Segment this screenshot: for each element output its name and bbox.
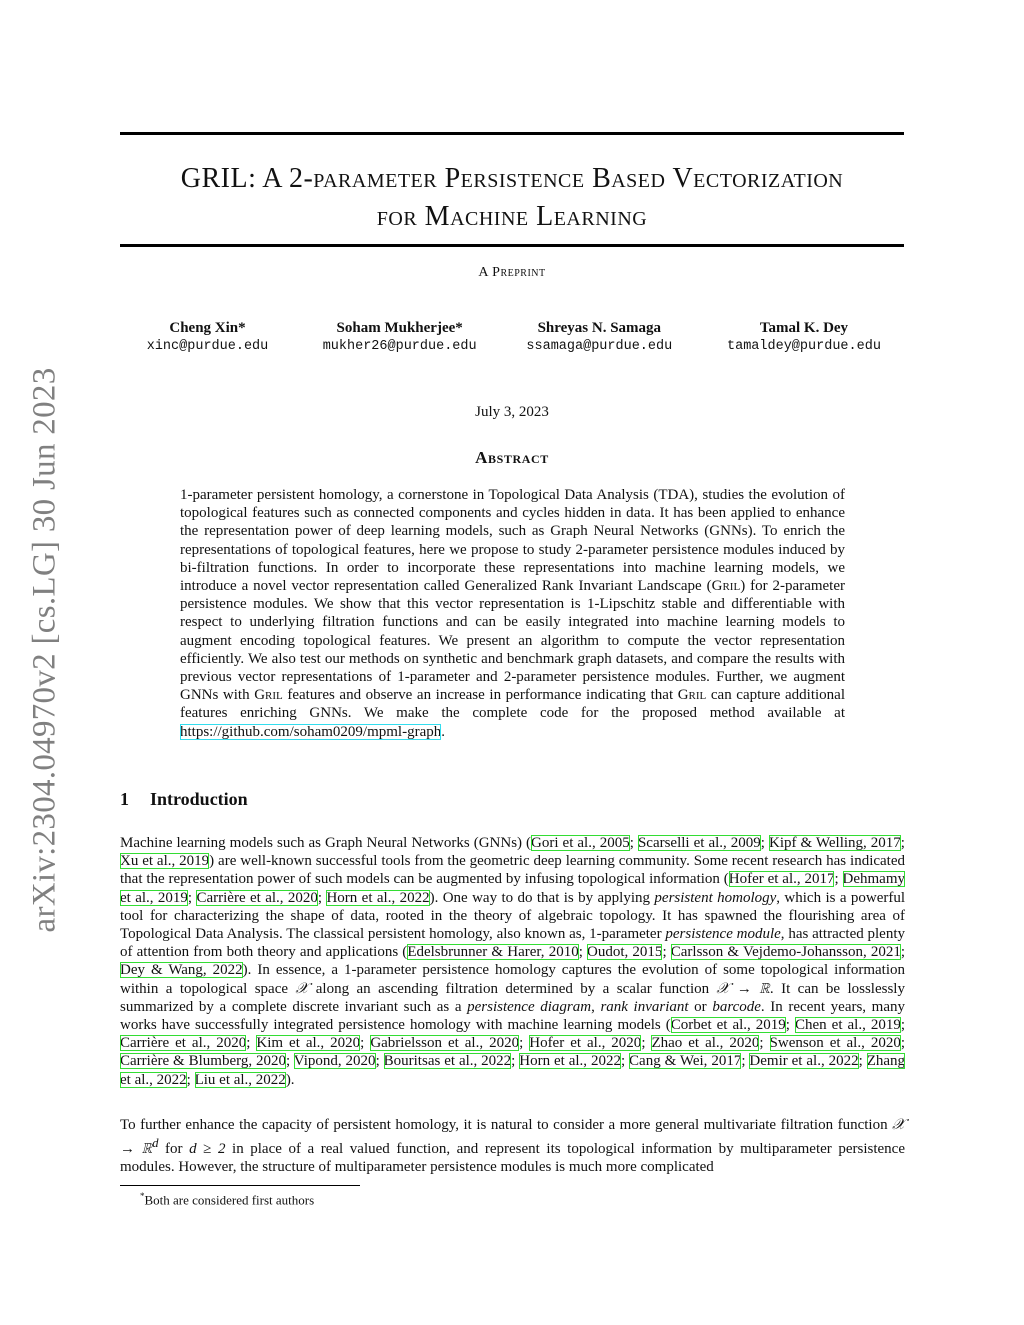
footnote-rule: [120, 1185, 360, 1186]
author-email[interactable]: tamaldey@purdue.edu: [727, 339, 881, 354]
text: ;: [285, 1053, 294, 1070]
citation-link[interactable]: Carrière et al., 2020: [196, 889, 318, 906]
paper-title: [120, 160, 904, 236]
citation-link[interactable]: Carlsson & Vejdemo-Johansson, 2021: [670, 944, 901, 961]
text: ;: [760, 835, 769, 851]
title-rule-bottom: [120, 244, 904, 247]
text: ;: [900, 835, 905, 851]
citation-link[interactable]: Zhao et al., 2020: [651, 1035, 760, 1052]
abstract-body: [180, 486, 845, 741]
emphasis: rank invariant: [600, 998, 689, 1015]
author-email[interactable]: xinc@purdue.edu: [146, 339, 269, 354]
intro-paragraph-1: [120, 834, 905, 1089]
math-expression: 𝒳 → ℝ: [716, 980, 770, 997]
text: ;: [317, 889, 327, 906]
author-email[interactable]: mukher26@purdue.edu: [322, 339, 477, 354]
title-line-2: for Machine Learning: [376, 201, 648, 232]
citation-link[interactable]: Demir et al., 2022: [749, 1053, 859, 1070]
text: ;: [641, 1035, 652, 1052]
citation-link[interactable]: Oudot, 2015: [587, 944, 663, 961]
text: , which is a powerful tool for characterizing the shape of data, rooted in the theory of algebraic topology. It has spawned the flourishing area of Topological Data Analysis. The classical persistent homology, also known as, 1-parameter: [120, 889, 906, 943]
arxiv-identifier-text: arXiv:2304.04970v2 [cs.LG] 30 Jun 2023: [26, 367, 63, 933]
text: for: [158, 1141, 190, 1158]
title-rule-top: [120, 132, 904, 135]
text: in place of a real valued function, and represent its topological information by multiparameter persistence modules. However, the structure of multiparameter persistence modules is much more complicated: [120, 1141, 905, 1176]
math-superscript: d: [152, 1136, 159, 1151]
citation-link[interactable]: Gabrielsson et al., 2020: [370, 1035, 520, 1052]
citation-link[interactable]: Zhang et al., 2022: [120, 1053, 906, 1088]
citation-link[interactable]: Swenson et al., 2020: [769, 1035, 901, 1052]
arxiv-identifier: [0, 335, 90, 965]
citation-link[interactable]: Scarselli et al., 2009: [637, 835, 761, 851]
citation-link[interactable]: Corbet et al., 2019: [670, 1017, 786, 1034]
citation-link[interactable]: Carrière & Blumberg, 2020: [120, 1053, 286, 1070]
emphasis: persistence diagram: [467, 998, 592, 1015]
citation-link[interactable]: Dey & Wang, 2022: [120, 962, 243, 979]
abstract-text: .: [441, 723, 445, 740]
citation-link[interactable]: Liu et al., 2022: [194, 1071, 286, 1088]
math-expression: d ≥ 2: [189, 1141, 226, 1158]
text: ;: [187, 889, 197, 906]
section-number: 1: [120, 789, 129, 809]
text: ;: [834, 871, 843, 888]
citation-link[interactable]: Kipf & Welling, 2017: [768, 835, 901, 851]
author: [504, 319, 694, 357]
math-expression: 𝒳 → ℝ: [120, 1117, 905, 1158]
abstract-heading: Abstract: [475, 448, 549, 467]
citation-link[interactable]: Carrière et al., 2020: [120, 1035, 247, 1052]
text: or: [688, 998, 713, 1015]
text: ;: [246, 1035, 257, 1052]
text: . It can be losslessly summarized by a complete discrete invariant such as a: [120, 980, 905, 1015]
title-line-1: GRIL: A 2-parameter Persistence Based Vectorization: [180, 163, 844, 194]
text: ;: [662, 944, 671, 961]
citation-link[interactable]: Cang & Wei, 2017: [629, 1053, 742, 1070]
text: ;: [375, 1053, 384, 1070]
text: ;: [629, 835, 638, 851]
text: ;: [785, 1017, 795, 1034]
citation-link[interactable]: Hofer et al., 2017: [728, 871, 835, 888]
text: ;: [900, 1017, 905, 1034]
text: ). In essence, a 1-parameter persistence homology captures the evolution of some topological information within a topological space: [120, 962, 905, 997]
text: Machine learning models such as Graph Neural Networks (GNNs) (: [120, 835, 532, 851]
author-name: Cheng Xin*: [169, 320, 246, 336]
citation-link[interactable]: Chen et al., 2019: [794, 1017, 901, 1034]
author: [305, 319, 495, 357]
section-heading: [120, 789, 904, 810]
text: ;: [900, 944, 906, 961]
citation-link[interactable]: Bouritsas et al., 2022: [383, 1053, 512, 1070]
text: ;: [900, 1035, 905, 1052]
text: ) are well-known successful tools from the geometric deep learning community. Some recent research has indicated that the representation power of such models can be augmented by infusing topological information (: [120, 853, 906, 888]
citation-link[interactable]: Gori et al., 2005: [531, 835, 630, 851]
math-expression: 𝒳: [295, 980, 309, 997]
gril-name: Gril: [254, 687, 283, 704]
emphasis: persistent homology: [654, 889, 777, 906]
text: , has attracted plenty of attention from both theory and applications (: [120, 926, 905, 961]
abstract-text: ) for 2-parameter persistence modules. We show that this vector representation is 1-Lipschitz stable and differentiable with respect to underlying filtration functions and can be easily integrated into machine learning models to augment encoding topological features. We present an algorithm to compute the vector representation efficiently. We also test our methods on synthetic and benchmark graph datasets, and compare the results with previous vector representations of 1-parameter and 2-parameter persistence modules. Further, we augment GNNs with: [180, 578, 845, 704]
footnote-text: Both are considered first authors: [144, 1192, 315, 1208]
gril-name: Gril: [711, 578, 741, 595]
abstract-text: features and observe an increase in performance indicating that: [282, 687, 678, 704]
author-name: Shreyas N. Samaga: [537, 320, 662, 336]
citation-link[interactable]: Horn et al., 2022: [326, 889, 430, 906]
author-name: Soham Mukherjee*: [336, 320, 463, 336]
text: ).: [285, 1071, 295, 1088]
text: ;: [360, 1035, 371, 1052]
text: ;: [620, 1053, 630, 1070]
text: ;: [511, 1053, 520, 1070]
text: ,: [591, 998, 601, 1015]
code-repository-link[interactable]: https://github.com/soham0209/mpml-graph: [180, 723, 442, 740]
publication-date: July 3, 2023: [475, 404, 549, 420]
text: along an ascending filtration determined by a scalar function: [308, 980, 717, 997]
text: ;: [186, 1071, 195, 1088]
citation-link[interactable]: Dehmamy et al., 2019: [120, 871, 905, 906]
text: ). One way to do that is by applying: [429, 889, 655, 906]
citation-link[interactable]: Vipond, 2020: [293, 1053, 376, 1070]
citation-link[interactable]: Horn et al., 2022: [519, 1053, 621, 1070]
intro-paragraph-2: [120, 1116, 905, 1177]
abstract-text: 1-parameter persistent homology, a cornerstone in Topological Data Analysis (TDA), studies the evolution of topological features such as connected components and cycles hidden in data. It has been applied to enhance the representation power of deep learning models, such as Graph Neural Networks (GNNs). To enrich the representations of topological features, here we propose to study 2-parameter persistence modules induced by bi-filtration functions. In order to incorporate these representations into machine learning models, we introduce a novel vector representation called Generalized Rank Invariant Landscape (: [180, 487, 845, 595]
text: ;: [858, 1053, 867, 1070]
citation-link[interactable]: Xu et al., 2019: [120, 853, 210, 870]
text: . In recent years, many works have successfully integrated persistence homology with machine learning models (: [120, 998, 906, 1034]
section-title: Introduction: [150, 789, 248, 809]
gril-name: Gril: [677, 687, 707, 704]
text: To further enhance the capacity of persistent homology, it is natural to consider a more general multivariate filtration function: [120, 1117, 893, 1133]
text: ;: [519, 1035, 530, 1052]
author-email[interactable]: ssamaga@purdue.edu: [526, 339, 673, 354]
text: ;: [578, 944, 588, 961]
preprint-label: A Preprint: [478, 265, 546, 280]
author: [120, 319, 295, 357]
text: ;: [759, 1035, 770, 1052]
citation-link[interactable]: Hofer et al., 2020: [529, 1035, 642, 1052]
text: ;: [741, 1053, 750, 1070]
emphasis: barcode: [712, 998, 761, 1015]
emphasis: persistence module: [665, 926, 781, 943]
author-name: Tamal K. Dey: [759, 320, 849, 336]
author-list: [120, 319, 904, 357]
abstract-text: can capture additional features enriching GNNs. We make the complete code for the proposed method available at: [180, 687, 846, 722]
citation-link[interactable]: Edelsbrunner & Harer, 2010: [407, 944, 579, 961]
citation-link[interactable]: Kim et al., 2020: [256, 1035, 361, 1052]
footnote: [140, 1191, 840, 1208]
author: [704, 319, 904, 357]
footnote-marker: *: [140, 1191, 145, 1201]
